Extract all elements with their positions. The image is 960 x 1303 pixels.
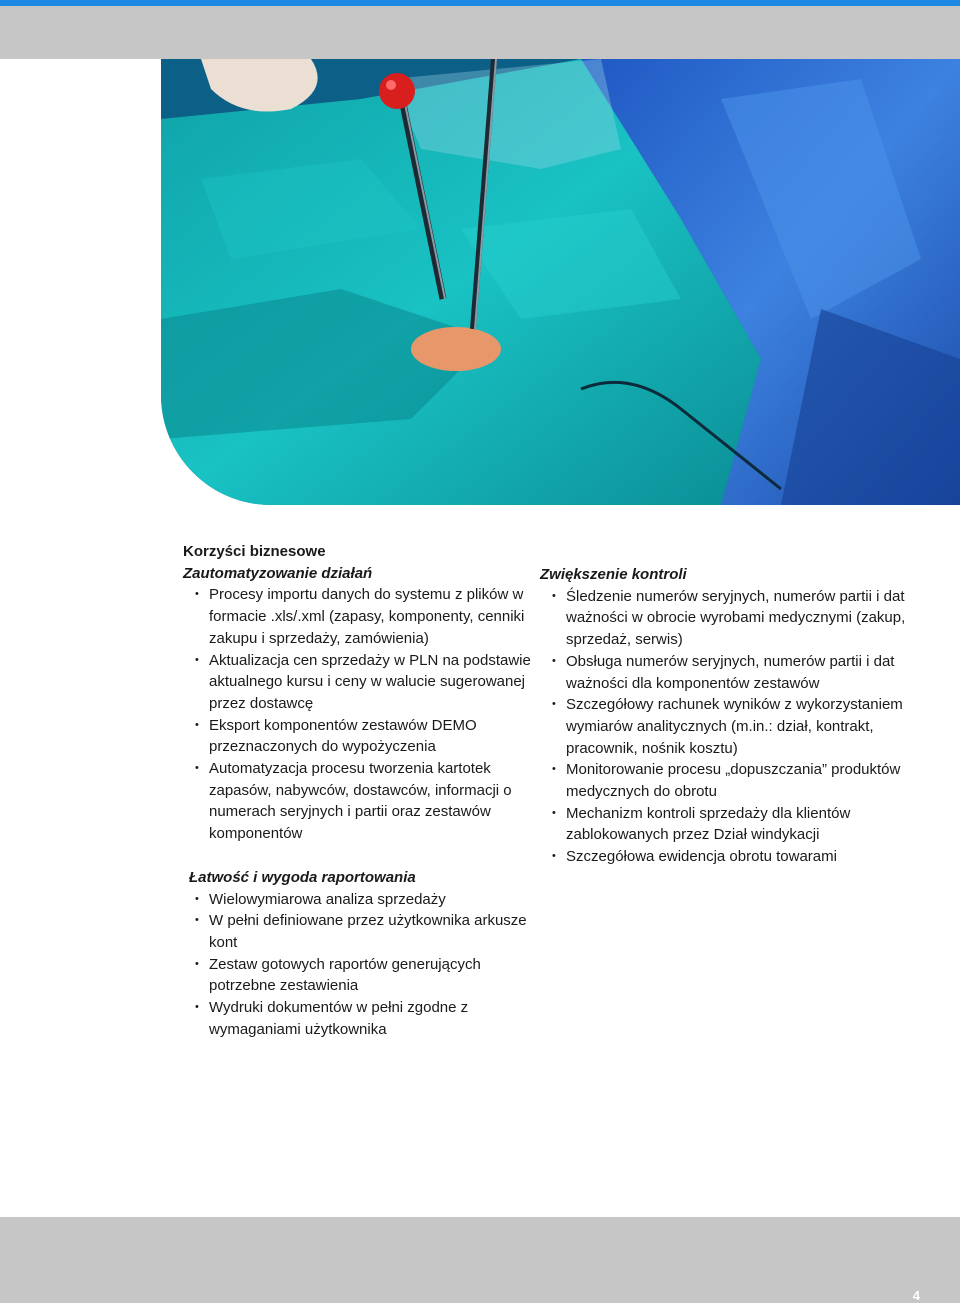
subheading-reporting: Łatwość i wygoda raportowania xyxy=(189,868,416,886)
list-item: • Szczegółowy rachunek wyników z wykorzystaniem wymiarów analitycznych (m.in.: dział, kontrakt, pracownik, nośnik kosztu) xyxy=(540,694,920,759)
list-item: • Aktualizacja cen sprzedaży w PLN na podstawie aktualnego kursu i ceny w walucie sugerowanej przez dostawcę xyxy=(183,650,533,715)
subheading-automation: Zautomatyzowanie działań xyxy=(183,564,373,582)
list-item: • Mechanizm kontroli sprzedaży dla klientów zablokowanych przez Dział windykacji xyxy=(540,803,920,846)
list-item: • Monitorowanie procesu „dopuszczania” produktów medycznych do obrotu xyxy=(540,759,920,802)
subheading-control: Zwiększenie kontroli xyxy=(540,566,687,583)
list-item: • Szczegółowa ewidencja obrotu towarami xyxy=(540,846,920,868)
red-instrument-cap-highlight xyxy=(386,80,396,90)
footer-band xyxy=(0,1217,960,1303)
skin-area xyxy=(411,327,501,371)
list-item: • Automatyzacja procesu tworzenia kartotek zapasów, nabywców, dostawców, informacji o numerach seryjnych i partii oraz zestawów komponentów xyxy=(183,758,533,845)
left-column xyxy=(183,541,533,1040)
automation-list xyxy=(183,584,533,844)
reporting-list xyxy=(183,889,533,1041)
section-heading-benefits: Korzyści biznesowe xyxy=(183,543,326,560)
list-item: • Obsługa numerów seryjnych, numerów partii i dat ważności dla komponentów zestawów xyxy=(540,651,920,694)
list-item: • Eksport komponentów zestawów DEMO przeznaczonych do wypożyczenia xyxy=(183,715,533,758)
red-instrument-cap xyxy=(379,73,415,109)
header-band xyxy=(0,6,960,59)
list-item: • Procesy importu danych do systemu z plików w formacie .xls/.xml (zapasy, komponenty, cenniki zakupu i sprzedaży, zamówienia) xyxy=(183,584,533,649)
page-number: 4 xyxy=(912,1288,920,1303)
right-column xyxy=(540,564,920,868)
list-item: • Wydruki dokumentów w pełni zgodne z wymaganiami użytkownika xyxy=(183,997,533,1040)
surgery-photo xyxy=(161,59,960,505)
list-item: • W pełni definiowane przez użytkownika arkusze kont xyxy=(183,910,533,953)
list-item: • Śledzenie numerów seryjnych, numerów partii i dat ważności w obrocie wyrobami medycznymi (zakup, sprzedaż, serwis) xyxy=(540,586,920,651)
control-list xyxy=(540,586,920,868)
list-item: • Zestaw gotowych raportów generujących potrzebne zestawienia xyxy=(183,954,533,997)
list-item: • Wielowymiarowa analiza sprzedaży xyxy=(183,889,533,911)
